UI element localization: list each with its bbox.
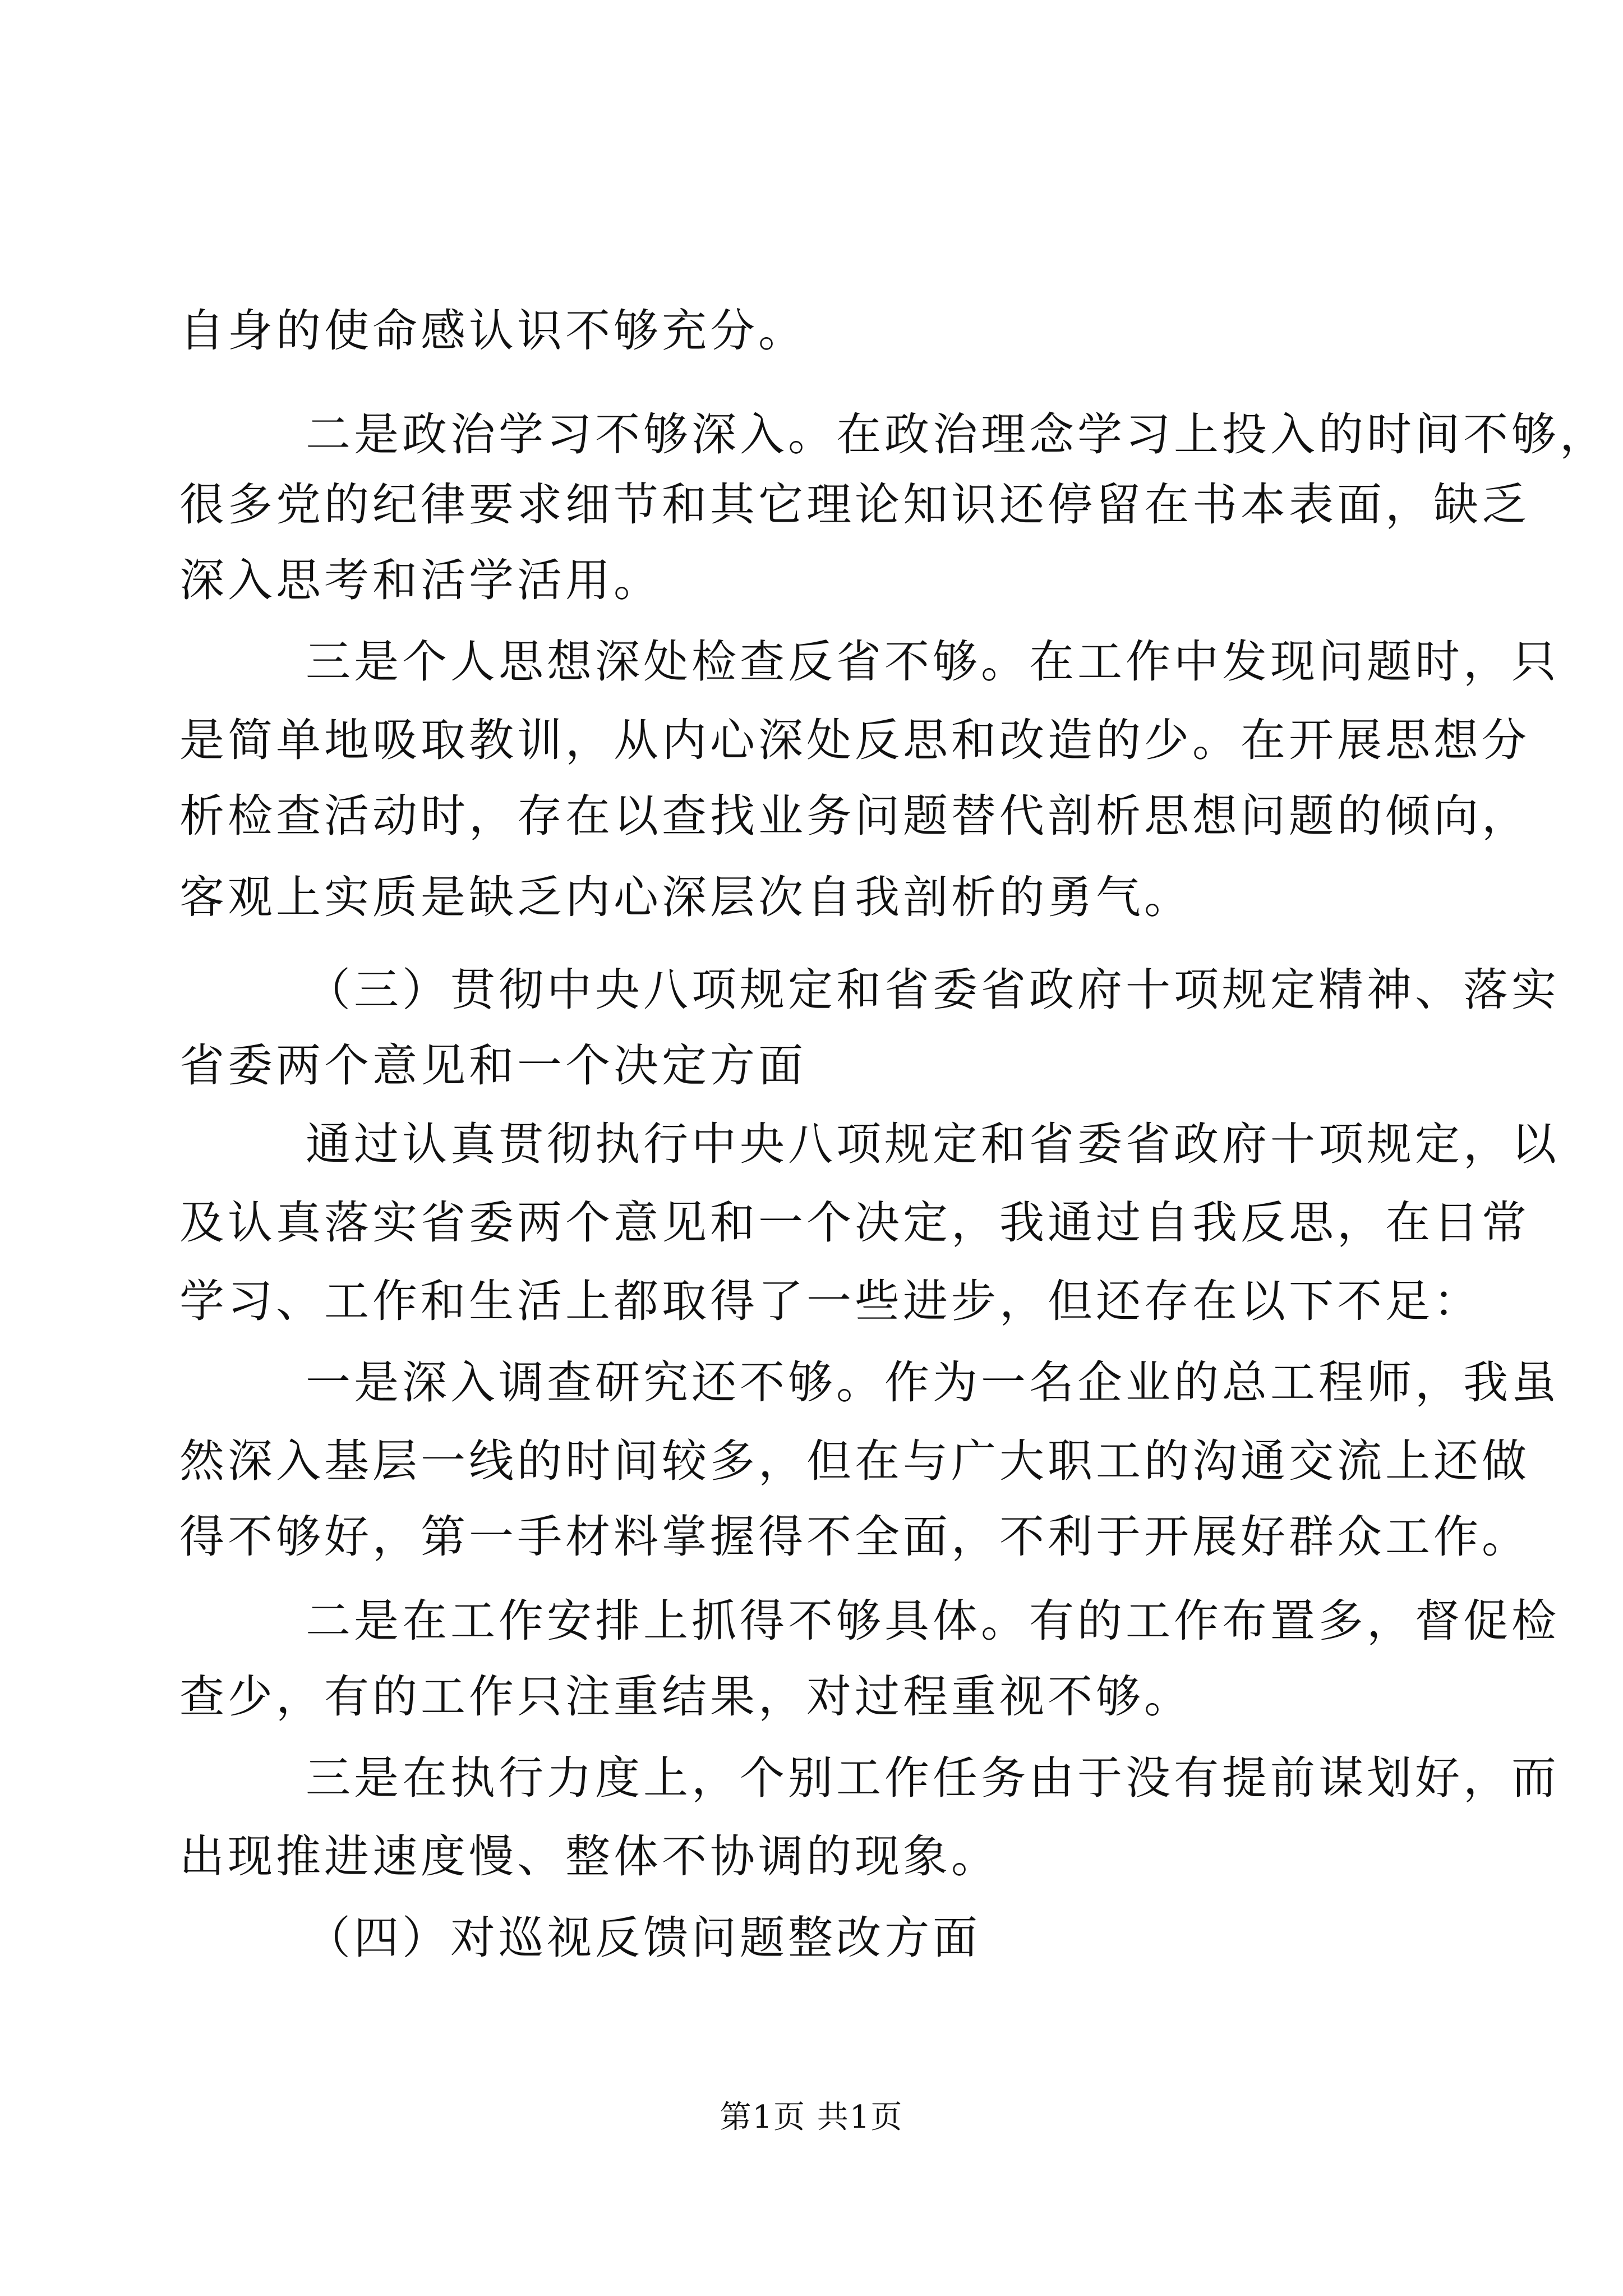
paragraph-first-line: 二是在工作安排上抓得不够具体。有的工作布置多，督促检 — [306, 1595, 1560, 1647]
body-line: 客观上实质是缺乏内心深层次自我剖析的勇气。 — [179, 871, 1192, 923]
body-line: 查少，有的工作只注重结果，对过程重视不够。 — [179, 1671, 1192, 1723]
body-line: 析检查活动时，存在以查找业务问题替代剖析思想问题的倾向， — [179, 790, 1530, 842]
body-line: 自身的使命感认识不够充分。 — [179, 305, 806, 357]
paragraph-first-line: 二是政治学习不够深入。在政治理念学习上投入的时间不够， — [306, 408, 1608, 461]
paragraph-first-line: 三是个人思想深处检查反省不够。在工作中发现问题时，只 — [306, 636, 1560, 688]
body-line: 很多党的纪律要求细节和其它理论知识还停留在书本表面，缺乏 — [179, 478, 1530, 531]
body-line: 深入思考和活学活用。 — [179, 554, 662, 606]
body-line: 得不够好，第一手材料掌握得不全面，不利于开展好群众工作。 — [179, 1511, 1530, 1563]
section-heading: （三）贯彻中央八项规定和省委省政府十项规定精神、落实 — [306, 964, 1560, 1016]
paragraph-first-line: 通过认真贯彻执行中央八项规定和省委省政府十项规定，以 — [306, 1118, 1560, 1170]
section-heading: 省委两个意见和一个决定方面 — [179, 1039, 806, 1092]
body-line: 是简单地吸取教训，从内心深处反思和改造的少。在开展思想分 — [179, 714, 1530, 766]
body-line: 然深入基层一线的时间较多，但在与广大职工的沟通交流上还做 — [179, 1435, 1530, 1487]
body-line: 出现推进速度慢、整体不协调的现象。 — [179, 1830, 999, 1883]
paragraph-first-line: 一是深入调查研究还不够。作为一名企业的总工程师，我虽 — [306, 1356, 1560, 1409]
body-line: 学习、工作和生活上都取得了一些进步，但还存在以下不足： — [179, 1275, 1482, 1327]
paragraph-first-line: 三是在执行力度上，个别工作任务由于没有提前谋划好，而 — [306, 1752, 1560, 1804]
page-footer: 第1页 共1页 — [720, 2099, 903, 2136]
body-line: 及认真落实省委两个意见和一个决定，我通过自我反思，在日常 — [179, 1197, 1530, 1249]
section-heading: （四）对巡视反馈问题整改方面 — [306, 1912, 981, 1964]
